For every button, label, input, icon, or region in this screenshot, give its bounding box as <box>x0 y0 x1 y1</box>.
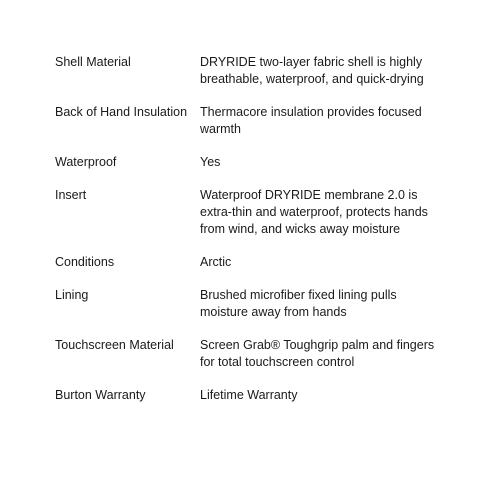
spec-label: Insert <box>55 188 87 202</box>
spec-value-line: Brushed microfiber fixed lining pulls <box>200 288 397 302</box>
spec-value-line: for total touchscreen control <box>200 355 355 369</box>
spec-value <box>200 387 455 404</box>
spec-value-line: from wind, and wicks away moisture <box>200 222 401 236</box>
spec-value-line: moisture away from hands <box>200 305 347 319</box>
spec-value <box>200 104 455 138</box>
spec-row-shell-material <box>55 54 455 88</box>
spec-label: Lining <box>55 288 89 302</box>
spec-row-waterproof <box>55 154 455 171</box>
spec-value <box>200 254 455 271</box>
spec-value-line: Lifetime Warranty <box>200 388 298 402</box>
spec-row-lining <box>55 287 455 321</box>
spec-value-line: DRYRIDE two-layer fabric shell is highly <box>200 55 423 69</box>
spec-value-line: Yes <box>200 155 221 169</box>
spec-row-conditions <box>55 254 455 271</box>
spec-label: Shell Material <box>55 55 131 69</box>
spec-label: Touchscreen Material <box>55 338 174 352</box>
spec-row-burton-warranty <box>55 387 455 404</box>
spec-label: Waterproof <box>55 155 117 169</box>
spec-value-line: Arctic <box>200 255 232 269</box>
spec-label: Burton Warranty <box>55 388 146 402</box>
spec-value <box>200 154 455 171</box>
spec-row-touchscreen-material <box>55 337 455 371</box>
spec-value-line: breathable, waterproof, and quick-drying <box>200 72 424 86</box>
spec-table <box>55 54 455 420</box>
spec-value-line: Screen Grab® Toughgrip palm and fingers <box>200 338 435 352</box>
spec-value-line: Thermacore insulation provides focused <box>200 105 422 119</box>
spec-row-back-of-hand-insulation <box>55 104 455 138</box>
spec-value-line: extra-thin and waterproof, protects hands <box>200 205 428 219</box>
spec-row-insert <box>55 187 455 238</box>
spec-label: Conditions <box>55 255 115 269</box>
spec-value <box>200 337 455 371</box>
spec-label: Back of Hand Insulation <box>55 105 188 119</box>
spec-value-line: Waterproof DRYRIDE membrane 2.0 is <box>200 188 418 202</box>
spec-value <box>200 54 455 88</box>
spec-value <box>200 187 455 238</box>
spec-value-line: warmth <box>200 122 241 136</box>
spec-value <box>200 287 455 321</box>
